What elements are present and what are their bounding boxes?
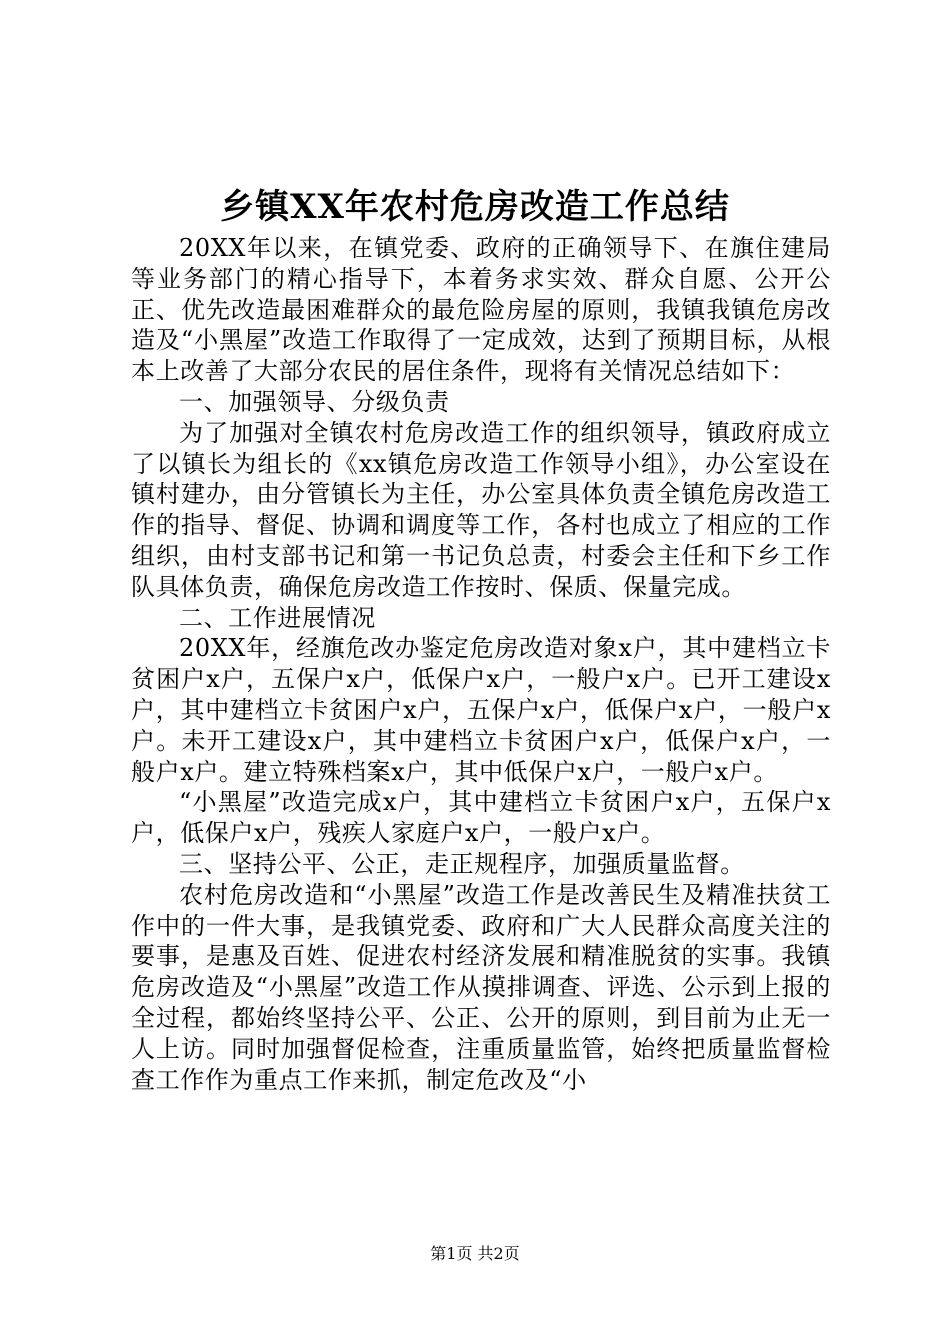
page-footer: 第1页 共2页: [430, 1244, 520, 1263]
paragraph-progress: 20XX年，经旗危改办鉴定危房改造对象x户，其中建档立卡贫困户x户，五保户x户，低保户x户，一般户x户。已开工建设x户，其中建档立卡贫困户x户，五保户x户，低保户x户，一般户x户。未开工建设x户，其中建档立卡贫困户x户，低保户x户，一般户x户。建立特殊档案x户，其中低保户x户，一般户x户。: [131, 634, 831, 786]
paragraph-quality: 农村危房改造和“小黑屋”改造工作是改善民生及精准扶贫工作中的一件大事，是我镇党委、政府和广大人民群众高度关注的要事，是惠及百姓、促进农村经济发展和精准脱贫的实事。我镇危房改造及“小黑屋”改造工作从摸排调查、评选、公示到上报的全过程，都始终坚持公平、公正、公开的原则，到目前为止无一人上访。同时加强督促检查，注重质量监管，始终把质量监督检查工作作为重点工作来抓，制定危改及“小: [131, 880, 831, 1094]
section-heading-1: 一、加强领导、分级负责: [179, 387, 450, 416]
document-title: 乡镇XX年农村危房改造工作总结: [220, 187, 730, 227]
paragraph-small-black-house: “小黑屋”改造完成x户，其中建档立卡贫困户x户，五保户x户，低保户x户，残疾人家庭户x户，一般户x户。: [131, 788, 831, 848]
paragraph-leadership: 为了加强对全镇农村危房改造工作的组织领导，镇政府成立了以镇长为组长的《xx镇危房改造工作领导小组》，办公室设在镇村建办，由分管镇长为主任，办公室具体负责全镇危房改造工作的指导、督促、协调和调度等工作，各村也成立了相应的工作组织，由村支部书记和第一书记负总责，村委会主任和下乡工作队具体负责，确保危房改造工作按时、保质、保量完成。: [131, 418, 831, 601]
section-heading-2: 二、工作进展情况: [179, 603, 376, 632]
paragraph-intro: 20XX年以来，在镇党委、政府的正确领导下、在旗住建局等业务部门的精心指导下，本着务求实效、群众自愿、公开公正、优先改造最困难群众的最危险房屋的原则，我镇我镇危房改造及“小黑屋”改造工作取得了一定成效，达到了预期目标，从根本上改善了大部分农民的居住条件，现将有关情况总结如下：: [131, 234, 831, 386]
section-heading-3: 三、坚持公平、公正，走正规程序，加强质量监督。: [179, 849, 745, 878]
document-body: [131, 233, 831, 1095]
